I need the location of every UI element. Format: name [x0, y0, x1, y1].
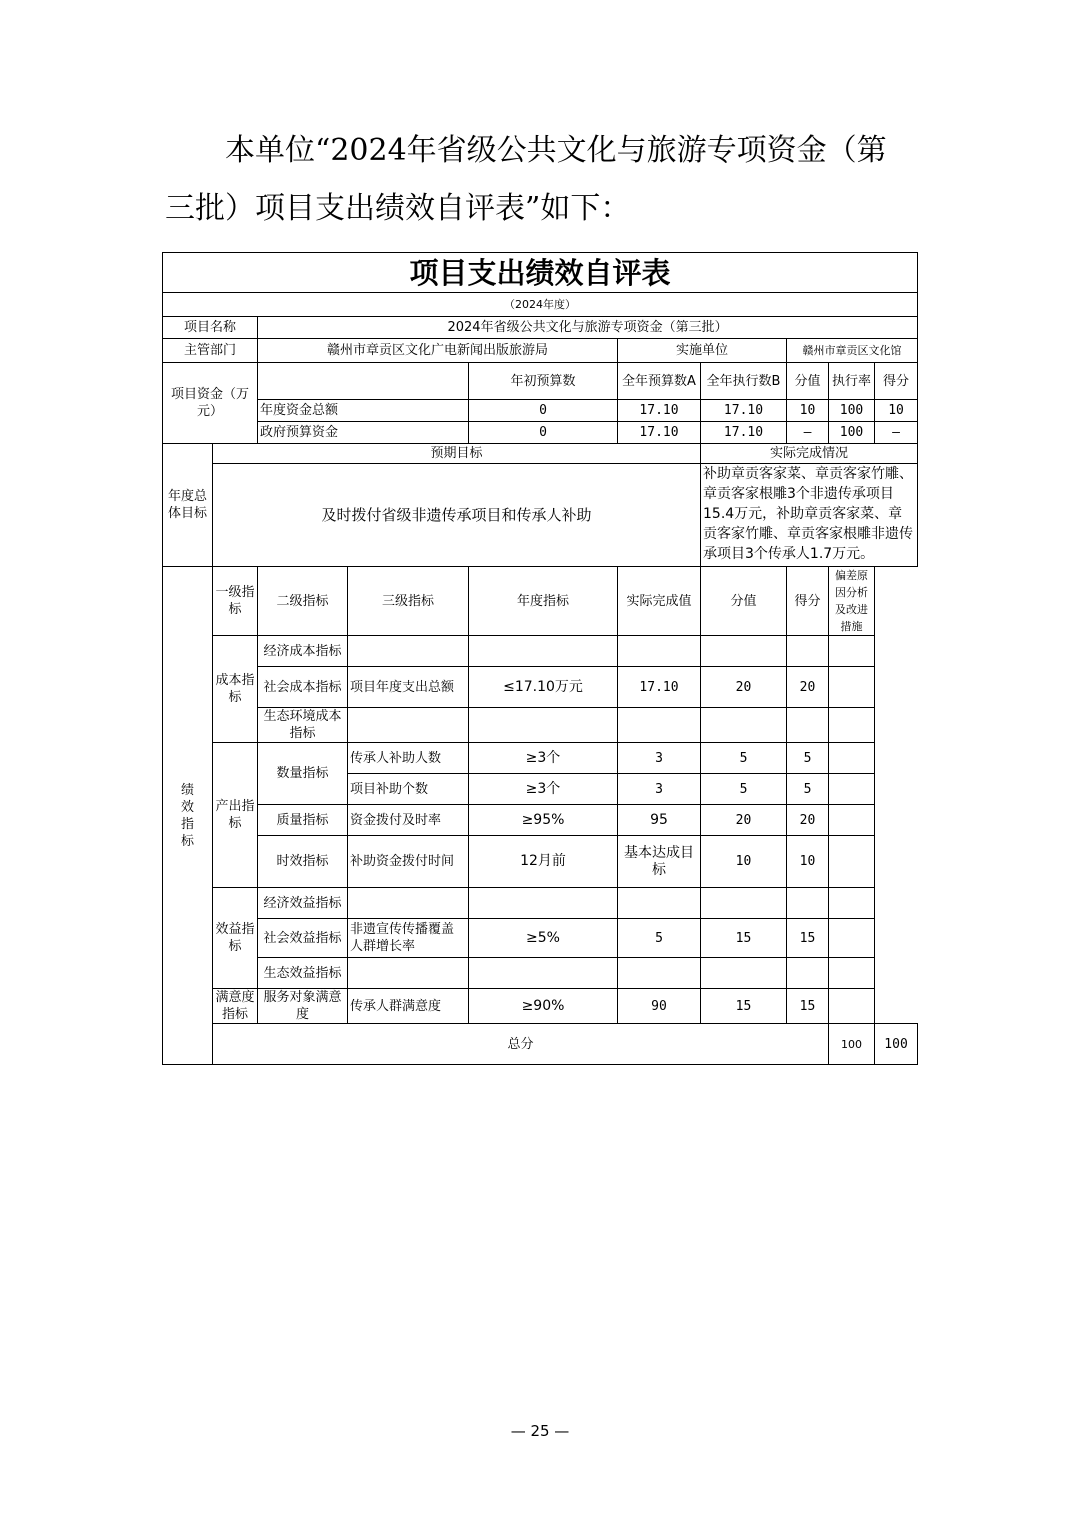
perf-header-1: 二级指标 [258, 567, 348, 636]
benefit-level3: 非遗宣传传播覆盖人群增长率 [348, 919, 469, 958]
perf-header-5: 分值 [701, 567, 787, 636]
output-target: ≥95% [469, 805, 618, 836]
benefit-target [469, 958, 618, 989]
cost-level2: 社会成本指标 [258, 667, 348, 708]
cost-actual: 17.10 [618, 667, 701, 708]
cost-deviation [829, 708, 875, 743]
cost-deviation [829, 636, 875, 667]
output-score: 20 [787, 805, 829, 836]
output-target: 12月前 [469, 836, 618, 888]
cost-score [787, 708, 829, 743]
output-level3: 补助资金拨付时间 [348, 836, 469, 888]
cost-score: 20 [787, 667, 829, 708]
table-title: 项目支出绩效自评表 [163, 253, 918, 293]
output-actual: 基本达成目标 [618, 836, 701, 888]
impl: 赣州市章贡区文化馆 [787, 339, 918, 363]
benefit-actual [618, 888, 701, 919]
output-level3: 资金拨付及时率 [348, 805, 469, 836]
total-score: 100 [875, 1024, 918, 1065]
funds-header-initial: 年初预算数 [469, 363, 618, 400]
funds-row-rate: 100 [829, 422, 875, 444]
benefit-score [787, 958, 829, 989]
cost-score [787, 636, 829, 667]
benefit-score: 15 [787, 919, 829, 958]
perf-header-0: 一级指标 [213, 567, 258, 636]
satisfaction-actual: 90 [618, 989, 701, 1024]
cost-value [701, 636, 787, 667]
funds-row-label: 年度资金总额 [258, 400, 469, 422]
perf-header-4: 实际完成值 [618, 567, 701, 636]
benefit-target [469, 888, 618, 919]
benefit-deviation [829, 919, 875, 958]
benefit-level2: 经济效益指标 [258, 888, 348, 919]
impl-label: 实施单位 [618, 339, 787, 363]
output-target: ≥3个 [469, 774, 618, 805]
funds-header-rate: 执行率 [829, 363, 875, 400]
funds-row-score: — [875, 422, 918, 444]
output-score: 10 [787, 836, 829, 888]
output-value: 20 [701, 805, 787, 836]
perf-header-7: 偏差原因分析及改进措施 [829, 567, 875, 636]
funds-header-score: 得分 [875, 363, 918, 400]
benefit-actual: 5 [618, 919, 701, 958]
benefit-deviation [829, 958, 875, 989]
output-level2: 时效指标 [258, 836, 348, 888]
benefit-level2: 社会效益指标 [258, 919, 348, 958]
project-name-label: 项目名称 [163, 317, 258, 339]
funds-label: 项目资金（万元） [163, 363, 258, 444]
satisfaction-score: 15 [787, 989, 829, 1024]
output-quantity: 数量指标 [258, 743, 348, 805]
benefit-value [701, 888, 787, 919]
cost-level2: 经济成本指标 [258, 636, 348, 667]
benefit-deviation [829, 888, 875, 919]
output-level1: 产出指标 [213, 743, 258, 888]
perf-header-6: 得分 [787, 567, 829, 636]
cost-target [469, 636, 618, 667]
dept-label: 主管部门 [163, 339, 258, 363]
cost-actual [618, 636, 701, 667]
funds-row-exec: 17.10 [701, 400, 787, 422]
output-actual: 3 [618, 743, 701, 774]
cost-value [701, 708, 787, 743]
output-deviation [829, 743, 875, 774]
benefit-level3 [348, 958, 469, 989]
output-level3: 项目补助个数 [348, 774, 469, 805]
benefit-score [787, 888, 829, 919]
funds-row-annual: 17.10 [618, 422, 701, 444]
satisfaction-level1: 满意度指标 [213, 989, 258, 1024]
cost-level1: 成本指标 [213, 636, 258, 743]
output-score: 5 [787, 774, 829, 805]
goal-actual-header: 实际完成情况 [701, 444, 918, 464]
output-actual: 95 [618, 805, 701, 836]
benefit-level2: 生态效益指标 [258, 958, 348, 989]
funds-row-score: 10 [875, 400, 918, 422]
cost-level3 [348, 708, 469, 743]
self-evaluation-table [162, 252, 918, 1065]
output-score: 5 [787, 743, 829, 774]
benefit-actual [618, 958, 701, 989]
cost-target [469, 708, 618, 743]
benefit-target: ≥5% [469, 919, 618, 958]
output-target: ≥3个 [469, 743, 618, 774]
goal-expected: 及时拨付省级非遗传承项目和传承人补助 [213, 464, 701, 567]
cost-level2: 生态环境成本指标 [258, 708, 348, 743]
funds-row-label: 政府预算资金 [258, 422, 469, 444]
funds-header-exec: 全年执行数B [701, 363, 787, 400]
satisfaction-level2: 服务对象满意度 [258, 989, 348, 1024]
funds-row-initial: 0 [469, 400, 618, 422]
output-value: 5 [701, 774, 787, 805]
benefit-value [701, 958, 787, 989]
perf-label: 绩效指标 [163, 567, 213, 1065]
cost-deviation [829, 667, 875, 708]
funds-row-value: 10 [787, 400, 829, 422]
total-label: 总分 [213, 1024, 829, 1065]
output-value: 5 [701, 743, 787, 774]
total-value: 100 [829, 1024, 875, 1065]
satisfaction-level3: 传承人群满意度 [348, 989, 469, 1024]
cost-level3: 项目年度支出总额 [348, 667, 469, 708]
funds-row-annual: 17.10 [618, 400, 701, 422]
output-deviation [829, 774, 875, 805]
page-number: — 25 — [510, 1422, 570, 1440]
funds-header-value: 分值 [787, 363, 829, 400]
output-deviation [829, 836, 875, 888]
output-actual: 3 [618, 774, 701, 805]
output-level2: 质量指标 [258, 805, 348, 836]
dept: 赣州市章贡区文化广电新闻出版旅游局 [258, 339, 618, 363]
funds-row-initial: 0 [469, 422, 618, 444]
benefit-level3 [348, 888, 469, 919]
goal-actual: 补助章贡客家菜、章贡客家竹雕、章贡客家根雕3个非遗传承项目15.4万元，补助章贡客家菜、章贡客家竹雕、章贡客家根雕非遗传承项目3个传承人1.7万元。 [701, 464, 918, 567]
project-name: 2024年省级公共文化与旅游专项资金（第三批） [258, 317, 918, 339]
satisfaction-deviation [829, 989, 875, 1024]
funds-row-exec: 17.10 [701, 422, 787, 444]
output-deviation [829, 805, 875, 836]
goal-label: 年度总体目标 [163, 444, 213, 567]
satisfaction-value: 15 [701, 989, 787, 1024]
cost-value: 20 [701, 667, 787, 708]
funds-header-annual: 全年预算数A [618, 363, 701, 400]
benefit-value: 15 [701, 919, 787, 958]
perf-header-2: 三级指标 [348, 567, 469, 636]
intro-paragraph: 本单位“2024年省级公共文化与旅游专项资金（第三批）项目支出绩效自评表”如下： [165, 133, 887, 226]
cost-actual [618, 708, 701, 743]
output-value: 10 [701, 836, 787, 888]
perf-header-3: 年度指标 [469, 567, 618, 636]
funds-row-rate: 100 [829, 400, 875, 422]
funds-row-value: — [787, 422, 829, 444]
cost-level3 [348, 636, 469, 667]
output-level3: 传承人补助人数 [348, 743, 469, 774]
satisfaction-target: ≥90% [469, 989, 618, 1024]
funds-header-blank [258, 363, 469, 400]
benefit-level1: 效益指标 [213, 888, 258, 989]
cost-target: ≤17.10万元 [469, 667, 618, 708]
goal-expected-header: 预期目标 [213, 444, 701, 464]
table-year: （2024年度） [163, 293, 918, 317]
